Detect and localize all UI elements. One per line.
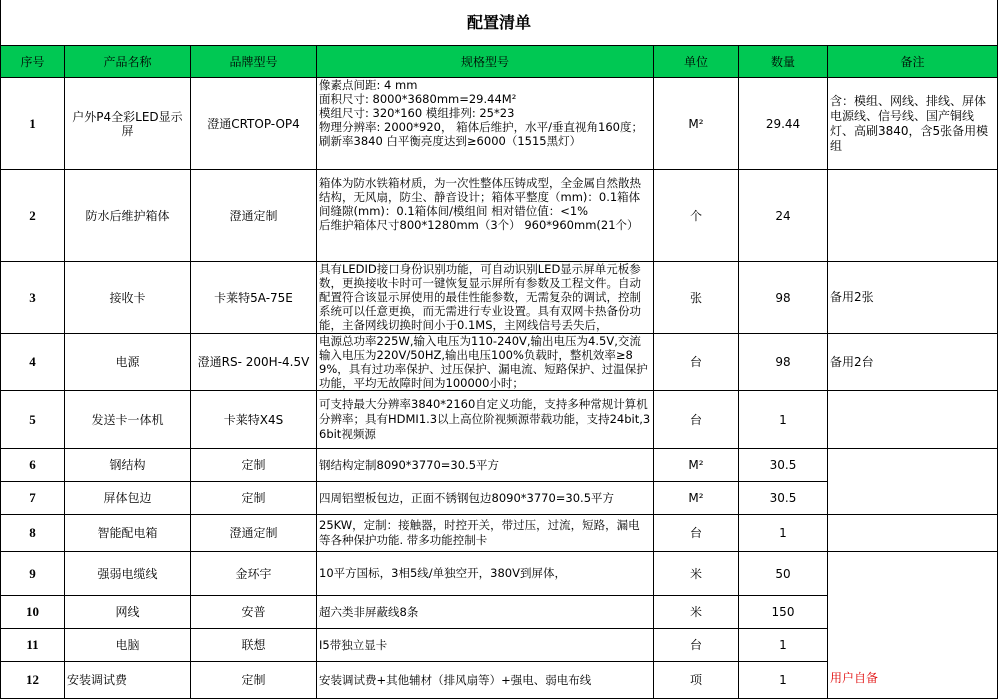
cell-unit[interactable]: M² — [654, 482, 739, 515]
spec-line: 电源总功率225W,输入电压为110-240V,输出电压为4.5V,交流输入电压为220V/50HZ,输出电压100%负载时，整机效率≥89%，具有过功率保护、过压保护、漏电流、短路保护、过温保护功能，平均无故障时间为100000小时； — [319, 334, 648, 390]
cell-note[interactable]: 备用2张 — [828, 262, 998, 334]
cell-note[interactable]: 备用2台 — [828, 334, 998, 391]
cell-unit[interactable]: 项 — [654, 662, 739, 699]
cell-qty[interactable]: 1 — [739, 391, 828, 449]
header-brand[interactable]: 品牌型号 — [191, 46, 317, 78]
cell-name[interactable]: 发送卡一体机 — [65, 391, 191, 449]
cell-spec[interactable] — [317, 262, 654, 334]
cell-seq[interactable]: 8 — [1, 515, 65, 552]
cell-spec[interactable]: 超六类非屏蔽线8条 — [317, 596, 654, 629]
table-row — [1, 515, 998, 552]
cell-qty[interactable]: 98 — [739, 262, 828, 334]
cell-unit[interactable]: 台 — [654, 629, 739, 662]
cell-note[interactable] — [828, 170, 998, 262]
cell-spec[interactable]: 安装调试费+其他辅材（排风扇等）+强电、弱电布线 — [317, 662, 654, 699]
cell-brand[interactable]: 定制 — [191, 482, 317, 515]
cell-unit[interactable]: M² — [654, 449, 739, 482]
cell-name[interactable]: 防水后维护箱体 — [65, 170, 191, 262]
spec-line: 箱体为防水铁箱材质，为一次性整体压铸成型，全金属自然散热结构，无风扇，防尘、静音设计；箱体平整度（mm)：0.1箱体间缝隙(mm)：0.1箱体间/模组间 相对错位值：<1% — [319, 176, 641, 218]
cell-qty[interactable]: 1 — [739, 629, 828, 662]
cell-qty[interactable]: 30.5 — [739, 449, 828, 482]
page-title: 配置清单 — [1, 0, 998, 46]
cell-spec[interactable] — [317, 78, 654, 170]
cell-qty[interactable]: 150 — [739, 596, 828, 629]
cell-brand[interactable]: 安普 — [191, 596, 317, 629]
cell-note-merged[interactable] — [828, 552, 998, 699]
cell-seq[interactable]: 3 — [1, 262, 65, 334]
cell-qty[interactable]: 29.44 — [739, 78, 828, 170]
spec-line: 具有LEDID接口身份识别功能，可自动识别LED显示屏单元板参数，更换接收卡时可一键恢复显示屏所有参数及工程文件。自动配置符合该显示屏使用的最佳性能参数，无需复杂的调试，控制系统可以任意更换，而无需进行专业设置。具有双网卡热备份功能，主备网线切换时间小于0.1MS，主网线信号丢失后， — [319, 262, 641, 332]
table-row — [1, 170, 998, 262]
cell-brand[interactable]: 澄通定制 — [191, 515, 317, 552]
cell-seq[interactable]: 12 — [1, 662, 65, 699]
header-note[interactable]: 备注 — [828, 46, 998, 78]
cell-name[interactable]: 电脑 — [65, 629, 191, 662]
cell-spec[interactable]: 10平方国标，3相5线/单独空开，380V到屏体， — [317, 552, 654, 596]
cell-unit[interactable]: 台 — [654, 391, 739, 449]
header-unit[interactable]: 单位 — [654, 46, 739, 78]
cell-name[interactable]: 接收卡 — [65, 262, 191, 334]
cell-spec[interactable] — [317, 334, 654, 391]
cell-brand[interactable]: 卡莱特5A-75E — [191, 262, 317, 334]
cell-spec[interactable]: I5带独立显卡 — [317, 629, 654, 662]
cell-name[interactable]: 智能配电箱 — [65, 515, 191, 552]
table-row — [1, 78, 998, 170]
header-spec[interactable]: 规格型号 — [317, 46, 654, 78]
table-row — [1, 334, 998, 391]
header-name[interactable]: 产品名称 — [65, 46, 191, 78]
cell-brand[interactable]: 金环宇 — [191, 552, 317, 596]
cell-note[interactable] — [828, 515, 998, 552]
cell-qty[interactable]: 30.5 — [739, 482, 828, 515]
cell-seq[interactable]: 5 — [1, 391, 65, 449]
cell-unit[interactable]: 个 — [654, 170, 739, 262]
cell-brand[interactable]: 卡莱特X4S — [191, 391, 317, 449]
cell-brand[interactable]: 定制 — [191, 449, 317, 482]
cell-qty[interactable]: 24 — [739, 170, 828, 262]
header-seq[interactable]: 序号 — [1, 46, 65, 78]
cell-brand[interactable]: 澄通定制 — [191, 170, 317, 262]
cell-name[interactable]: 网线 — [65, 596, 191, 629]
cell-qty[interactable]: 50 — [739, 552, 828, 596]
user-provided-note: 用户自备 — [830, 670, 879, 685]
cell-spec[interactable]: 25KW，定制：接触器，时控开关，带过压，过流，短路，漏电等各种保护功能. 带多功能控制卡 — [317, 515, 654, 552]
cell-seq[interactable]: 4 — [1, 334, 65, 391]
cell-brand[interactable]: 澄通CRTOP-OP4 — [191, 78, 317, 170]
cell-brand[interactable]: 联想 — [191, 629, 317, 662]
cell-name[interactable]: 电源 — [65, 334, 191, 391]
header-row — [1, 46, 998, 78]
cell-seq[interactable]: 11 — [1, 629, 65, 662]
table-row — [1, 449, 998, 482]
cell-note[interactable]: 含：模组、网线、排线、屏体电源线、信号线、国产铜线灯、高刷3840，含5张备用模组 — [828, 78, 998, 170]
table-row — [1, 262, 998, 334]
cell-unit[interactable]: 米 — [654, 552, 739, 596]
cell-name[interactable]: 强弱电缆线 — [65, 552, 191, 596]
table-row — [1, 552, 998, 596]
cell-seq[interactable]: 2 — [1, 170, 65, 262]
cell-spec[interactable]: 四周铝塑板包边，正面不锈钢包边8090*3770=30.5平方 — [317, 482, 654, 515]
cell-qty[interactable]: 1 — [739, 515, 828, 552]
cell-qty[interactable]: 1 — [739, 662, 828, 699]
cell-seq[interactable]: 9 — [1, 552, 65, 596]
cell-note[interactable] — [828, 449, 998, 515]
cell-name[interactable]: 屏体包边 — [65, 482, 191, 515]
spec-line: 模组尺寸: 320*160 模组排列: 25*23 — [319, 106, 515, 120]
cell-unit[interactable]: M² — [654, 78, 739, 170]
cell-unit[interactable]: 米 — [654, 596, 739, 629]
spec-line: 面积尺寸: 8000*3680mm=29.44M² — [319, 92, 517, 106]
header-qty[interactable]: 数量 — [739, 46, 828, 78]
cell-spec[interactable] — [317, 170, 654, 262]
cell-name[interactable]: 户外P4全彩LED显示屏 — [65, 78, 191, 170]
cell-spec[interactable]: 钢结构定制8090*3770=30.5平方 — [317, 449, 654, 482]
cell-seq[interactable]: 10 — [1, 596, 65, 629]
cell-unit[interactable]: 张 — [654, 262, 739, 334]
cell-name[interactable]: 钢结构 — [65, 449, 191, 482]
cell-brand[interactable]: 定制 — [191, 662, 317, 699]
cell-seq[interactable]: 1 — [1, 78, 65, 170]
cell-note[interactable] — [828, 391, 998, 449]
spec-line: 可支持最大分辨率3840*2160自定义功能，支持多种常规计算机分辨率；具有HDMI1.3以上高位阶视频源带载功能，支持24bit,36bit视频源 — [319, 397, 651, 441]
cell-seq[interactable]: 6 — [1, 449, 65, 482]
cell-qty[interactable]: 98 — [739, 334, 828, 391]
cell-name[interactable]: 安装调试费 — [65, 662, 191, 699]
cell-unit[interactable]: 台 — [654, 515, 739, 552]
spec-line: 物理分辨率: 2000*920， 箱体后维护，水平/垂直视角160度；刷新率3840 白平衡亮度达到≥6000（1515黑灯） — [319, 120, 643, 148]
spec-line: 后维护箱体尺寸800*1280mm（3个） 960*960mm(21个） — [319, 218, 639, 232]
cell-seq[interactable]: 7 — [1, 482, 65, 515]
cell-brand[interactable]: 澄通RS- 200H-4.5V — [191, 334, 317, 391]
table-row — [1, 391, 998, 449]
cell-unit[interactable]: 台 — [654, 334, 739, 391]
cell-spec[interactable] — [317, 391, 654, 449]
spec-line: 像素点间距: 4 mm — [319, 78, 418, 92]
